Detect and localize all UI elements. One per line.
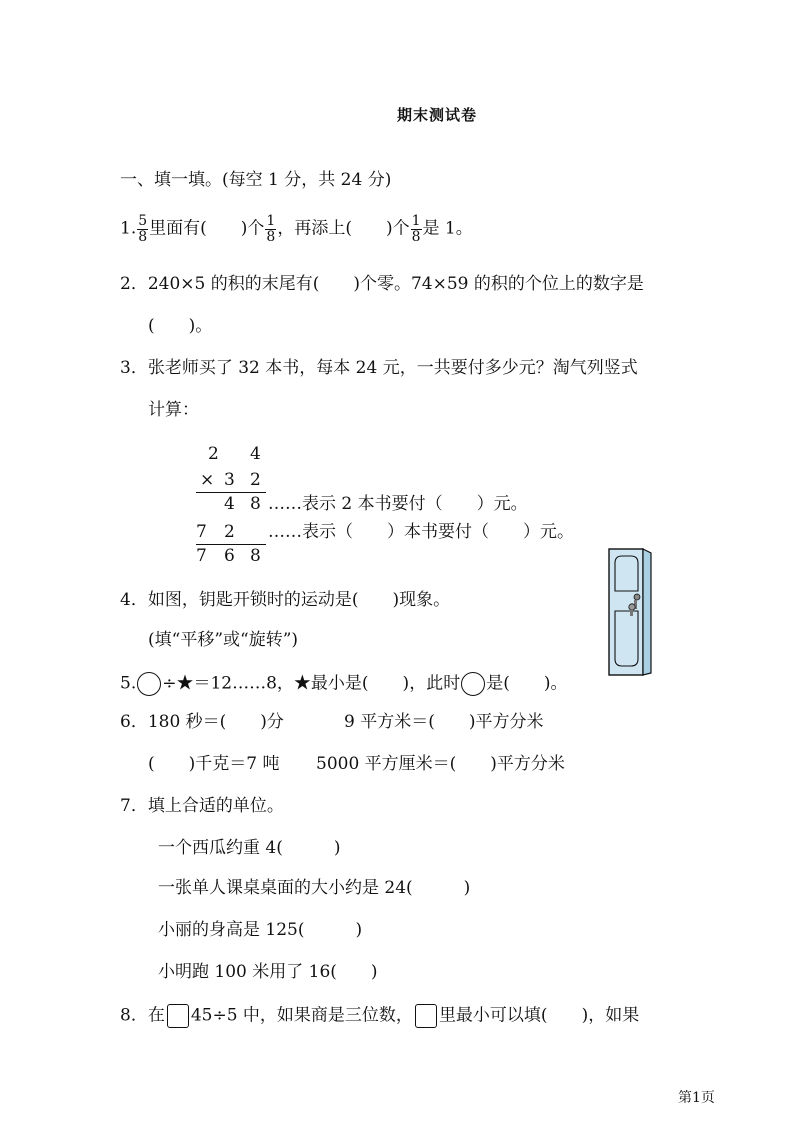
circle-blank-icon [137,672,161,696]
question-1 [120,214,473,244]
circle-blank-icon [461,672,485,696]
question-4-line-2: (填“平移”或“旋转”) [148,630,299,650]
section-heading: 一、填一填。(每空 1 分，共 24 分) [120,170,392,190]
question-7-line-1: 7．填上合适的单位。 [120,796,284,816]
q8-text-1: 45÷5 中，如果商是三位数， [190,1005,413,1026]
calc-digit: 2 [224,522,235,542]
question-3-line-1: 3．张老师买了 32 本书，每本 24 元，一共要付多少元？淘气列竖式 [120,358,638,378]
calc-digit: 6 [224,546,235,566]
q5-text-2: 是( )。 [486,673,568,694]
times-sign: × [200,470,215,490]
question-6-a: 6．180 秒＝( )分 [120,712,284,732]
q1-text-1: 里面有( )个 [149,218,265,239]
question-7-d: 小明跑 100 米用了 16( ) [158,962,378,982]
question-2-line-2: ( )。 [148,316,213,336]
calc-digit: 2 [208,444,219,464]
question-7-c: 小丽的身高是 125( ) [158,920,363,940]
calc-digit: 3 [224,470,235,490]
page-number: 第1页 [678,1090,715,1106]
fraction-one-eighth-b [411,214,422,244]
square-blank-icon [415,1004,437,1028]
page-title: 期末测试卷 [397,106,478,124]
calc-rule [196,492,266,493]
calc-note-1: ……表示 2 本书要付（ ）元。 [268,494,528,514]
calc-digit: 7 [196,546,207,566]
calc-rule [196,544,266,545]
frac-b-den: 8 [266,228,276,245]
question-8 [120,1004,639,1028]
q8-text-2: 里最小可以填( )，如果 [438,1005,640,1026]
fraction-one-eighth-a [265,214,276,244]
question-7-a: 一个西瓜约重 4( ) [158,838,341,858]
question-6-b: 9 平方米＝( )平方分米 [344,712,544,732]
q1-number: 1. [120,218,137,239]
frac-a-den: 8 [138,228,148,245]
question-6-d: 5000 平方厘米＝( )平方分米 [316,754,565,774]
frac-a-num: 5 [138,213,148,229]
question-3-line-2: 计算： [148,400,199,420]
q1-text-3: 是 1。 [422,218,473,239]
calc-digit: 4 [250,444,261,464]
question-2-line-1: 2．240×5 的积的末尾有( )个零。74×59 的积的个位上的数字是 [120,274,644,294]
frac-b-num: 1 [266,213,276,229]
door-with-key-icon [607,547,653,677]
q1-text-2: ，再添上( )个 [277,218,410,239]
q8-number: 8．在 [120,1005,165,1026]
frac-c-num: 1 [411,213,421,229]
vertical-multiplication [196,438,616,568]
calc-digit: 2 [250,470,261,490]
question-7-b: 一张单人课桌桌面的大小约是 24( ) [158,878,471,898]
question-4-line-1: 4．如图，钥匙开锁时的运动是( )现象。 [120,590,451,610]
question-6-c: ( )千克＝7 吨 [148,754,280,774]
square-blank-icon [167,1004,189,1028]
q5-text-1: ÷★＝12……8，★最小是( )，此时 [162,673,461,694]
calc-digit: 7 [196,522,207,542]
calc-digit: 8 [250,546,261,566]
frac-c-den: 8 [411,228,421,245]
q5-number: 5. [120,673,137,694]
question-5 [120,672,567,696]
fraction-five-eighths [137,214,148,244]
calc-digit: 8 [250,494,261,514]
calc-note-2: ……表示（ ）本书要付（ ）元。 [268,522,574,542]
calc-digit: 4 [224,494,235,514]
